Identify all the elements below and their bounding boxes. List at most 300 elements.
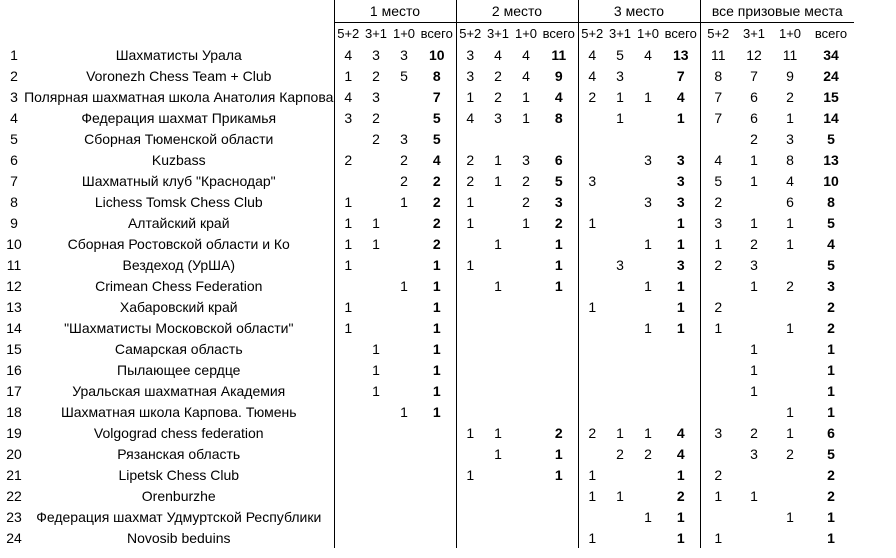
- value-cell: 3: [616, 256, 624, 273]
- sub-header-total: всего: [420, 26, 453, 41]
- value-cell: 1: [786, 109, 794, 126]
- total-cell: 3: [827, 277, 835, 294]
- value-cell: [456, 296, 484, 317]
- value-cell: [606, 359, 634, 380]
- team-name-cell: Пылающее сердце: [117, 361, 241, 378]
- total-cell: [662, 338, 700, 359]
- value-cell: [634, 485, 662, 506]
- value-cell: [512, 506, 540, 527]
- value-cell: 1: [372, 382, 380, 399]
- value-cell: 2: [700, 464, 736, 485]
- value-cell: 1: [494, 172, 502, 189]
- value-cell: [736, 317, 772, 338]
- value-cell: 1: [750, 361, 758, 378]
- sub-header-5-2: 5+2: [700, 23, 736, 45]
- value-cell: 4: [456, 107, 484, 128]
- total-cell: 7: [676, 67, 685, 84]
- rank-cell: 3: [10, 88, 18, 105]
- value-cell: [578, 107, 606, 128]
- value-cell: 1: [334, 191, 362, 212]
- value-cell: [606, 317, 634, 338]
- sub-header-total: всего: [814, 26, 848, 41]
- value-cell: 4: [578, 65, 606, 86]
- value-cell: [362, 296, 390, 317]
- value-cell: 7: [750, 67, 758, 84]
- value-cell: 1: [522, 214, 530, 231]
- value-cell: 2: [616, 445, 624, 462]
- value-cell: [456, 317, 484, 338]
- sub-header-1-0: 1+0: [392, 26, 416, 41]
- total-cell: [418, 422, 456, 443]
- value-cell: [606, 296, 634, 317]
- table-row: [0, 128, 854, 149]
- value-cell: 2: [750, 130, 758, 147]
- team-name-cell: Самарская область: [114, 340, 243, 357]
- value-cell: [334, 338, 362, 359]
- total-cell: 15: [823, 88, 839, 105]
- value-cell: 4: [786, 172, 794, 189]
- total-cell: [662, 359, 700, 380]
- value-cell: 3: [456, 44, 484, 65]
- value-cell: 1: [372, 340, 380, 357]
- group-header-place-3: 3 место: [578, 0, 700, 23]
- value-cell: [362, 149, 390, 170]
- value-cell: [512, 359, 540, 380]
- value-cell: [484, 464, 512, 485]
- value-cell: [578, 506, 606, 527]
- value-cell: [512, 401, 540, 422]
- total-cell: [418, 527, 456, 548]
- value-cell: 4: [578, 44, 606, 65]
- rank-cell: 16: [6, 361, 22, 378]
- total-cell: 5: [827, 445, 835, 462]
- table-row: [0, 338, 854, 359]
- value-cell: [484, 485, 512, 506]
- value-cell: [334, 506, 362, 527]
- total-cell: 2: [827, 319, 835, 336]
- value-cell: [736, 464, 772, 485]
- total-cell: 10: [823, 172, 839, 189]
- value-cell: [334, 359, 362, 380]
- value-cell: [512, 128, 540, 149]
- value-cell: [362, 275, 390, 296]
- value-cell: 1: [644, 508, 652, 525]
- value-cell: [578, 359, 606, 380]
- value-cell: 1: [786, 235, 794, 252]
- value-cell: 2: [700, 296, 736, 317]
- value-cell: 3: [334, 107, 362, 128]
- value-cell: 1: [644, 88, 652, 105]
- value-cell: [484, 401, 512, 422]
- value-cell: [334, 464, 362, 485]
- value-cell: [700, 443, 736, 464]
- value-cell: [390, 338, 418, 359]
- value-cell: 1: [372, 214, 380, 231]
- value-cell: 1: [578, 527, 606, 548]
- value-cell: [362, 401, 390, 422]
- value-cell: [390, 233, 418, 254]
- sub-header-total: всего: [664, 26, 697, 41]
- total-cell: 8: [827, 193, 835, 210]
- value-cell: 6: [786, 193, 794, 210]
- total-cell: 1: [432, 256, 441, 273]
- sub-header-3-1: 3+1: [486, 26, 510, 41]
- value-cell: [390, 443, 418, 464]
- value-cell: 6: [750, 88, 758, 105]
- value-cell: 1: [700, 527, 736, 548]
- total-cell: 24: [823, 67, 839, 84]
- value-cell: 2: [494, 88, 502, 105]
- value-cell: 2: [700, 191, 736, 212]
- value-cell: [634, 128, 662, 149]
- value-cell: [578, 254, 606, 275]
- value-cell: 1: [750, 382, 758, 399]
- value-cell: 1: [522, 109, 530, 126]
- total-cell: [540, 401, 578, 422]
- value-cell: [334, 275, 362, 296]
- value-cell: [456, 527, 484, 548]
- value-cell: 1: [786, 319, 794, 336]
- total-cell: 1: [827, 361, 835, 378]
- value-cell: 1: [400, 277, 408, 294]
- value-cell: [512, 443, 540, 464]
- value-cell: 1: [522, 88, 530, 105]
- value-cell: 3: [522, 151, 530, 168]
- total-cell: 1: [827, 508, 835, 525]
- table-row: [0, 149, 854, 170]
- team-name-cell: Crimean Chess Federation: [95, 277, 263, 294]
- value-cell: [578, 401, 606, 422]
- value-cell: 1: [750, 340, 758, 357]
- rank-cell: 9: [10, 214, 18, 231]
- value-cell: 2: [644, 445, 652, 462]
- team-name-cell: Novosib beduins: [126, 529, 231, 546]
- value-cell: [390, 527, 418, 548]
- rank-cell: 23: [6, 508, 22, 525]
- value-cell: [578, 149, 606, 170]
- value-cell: 2: [400, 172, 408, 189]
- value-cell: 1: [616, 88, 624, 105]
- value-cell: [512, 485, 540, 506]
- total-cell: 6: [827, 424, 835, 441]
- group-header-all-places: все призовые места: [700, 0, 854, 23]
- total-cell: 5: [827, 256, 835, 273]
- total-cell: 2: [432, 235, 441, 252]
- value-cell: 4: [494, 46, 502, 63]
- total-cell: 1: [676, 508, 685, 525]
- value-cell: 1: [578, 464, 606, 485]
- value-cell: [362, 422, 390, 443]
- value-cell: 2: [372, 130, 380, 147]
- group-header-row: [0, 0, 854, 23]
- value-cell: 5: [700, 170, 736, 191]
- team-name-cell: Федерация шахмат Удмуртской Республики: [36, 508, 322, 525]
- value-cell: 1: [334, 212, 362, 233]
- team-name-cell: Lichess Tomsk Chess Club: [94, 193, 263, 210]
- value-cell: [634, 212, 662, 233]
- value-cell: [700, 128, 736, 149]
- total-cell: 1: [554, 445, 563, 462]
- value-cell: 1: [456, 191, 484, 212]
- value-cell: 2: [578, 422, 606, 443]
- total-cell: 1: [432, 403, 441, 420]
- total-cell: 4: [676, 424, 685, 441]
- value-cell: 3: [578, 170, 606, 191]
- value-cell: [736, 527, 772, 548]
- total-cell: 7: [432, 88, 441, 105]
- value-cell: [606, 149, 634, 170]
- value-cell: 4: [334, 44, 362, 65]
- total-cell: 1: [432, 277, 441, 294]
- value-cell: 2: [494, 67, 502, 84]
- value-cell: [634, 296, 662, 317]
- total-cell: [540, 338, 578, 359]
- value-cell: 4: [522, 67, 530, 84]
- value-cell: [772, 464, 808, 485]
- value-cell: 1: [334, 296, 362, 317]
- total-cell: 1: [676, 319, 685, 336]
- total-cell: 13: [823, 151, 839, 168]
- value-cell: [606, 464, 634, 485]
- value-cell: 1: [616, 487, 624, 504]
- table-row: [0, 65, 854, 86]
- value-cell: [606, 401, 634, 422]
- value-cell: 1: [334, 233, 362, 254]
- value-cell: [390, 212, 418, 233]
- value-cell: [772, 296, 808, 317]
- value-cell: 1: [700, 317, 736, 338]
- team-name-cell: Федерация шахмат Прикамья: [81, 109, 277, 126]
- value-cell: 7: [700, 86, 736, 107]
- total-cell: 13: [672, 46, 689, 63]
- value-cell: 5: [400, 67, 408, 84]
- total-cell: 3: [676, 172, 685, 189]
- value-cell: 1: [616, 424, 624, 441]
- sub-header-total: всего: [542, 26, 575, 41]
- total-cell: 1: [827, 529, 835, 546]
- total-cell: 1: [554, 277, 563, 294]
- value-cell: 1: [456, 422, 484, 443]
- value-cell: 3: [372, 46, 380, 63]
- table-row: [0, 380, 854, 401]
- value-cell: 1: [456, 254, 484, 275]
- value-cell: 2: [786, 445, 794, 462]
- value-cell: [362, 170, 390, 191]
- value-cell: [772, 380, 808, 401]
- total-cell: 5: [827, 214, 835, 231]
- value-cell: [512, 296, 540, 317]
- value-cell: 8: [786, 151, 794, 168]
- value-cell: [606, 506, 634, 527]
- value-cell: [606, 191, 634, 212]
- total-cell: [662, 401, 700, 422]
- value-cell: [484, 212, 512, 233]
- value-cell: 5: [616, 46, 624, 63]
- total-cell: 8: [432, 67, 441, 84]
- table-row: [0, 422, 854, 443]
- total-cell: 4: [827, 235, 835, 252]
- value-cell: [456, 128, 484, 149]
- total-cell: 1: [676, 466, 685, 483]
- team-name-cell: Шахматисты Урала: [115, 46, 242, 63]
- total-cell: 1: [554, 256, 563, 273]
- rank-cell: 21: [6, 466, 22, 483]
- value-cell: [700, 380, 736, 401]
- total-cell: 5: [432, 130, 441, 147]
- value-cell: [578, 275, 606, 296]
- team-name-cell: Шахматная школа Карпова. Тюмень: [60, 403, 297, 420]
- value-cell: [606, 275, 634, 296]
- table-row: [0, 170, 854, 191]
- rank-cell: 12: [6, 277, 22, 294]
- total-cell: 1: [432, 361, 441, 378]
- value-cell: [390, 254, 418, 275]
- total-cell: 1: [432, 319, 441, 336]
- value-cell: 1: [644, 235, 652, 252]
- team-name-cell: Хабаровский край: [119, 298, 238, 315]
- value-cell: [390, 485, 418, 506]
- total-cell: 5: [432, 109, 441, 126]
- value-cell: [334, 443, 362, 464]
- value-cell: 9: [786, 67, 794, 84]
- value-cell: [512, 275, 540, 296]
- total-cell: 2: [827, 487, 835, 504]
- team-name-cell: Сборная Ростовской области и Ко: [67, 235, 290, 252]
- rank-cell: 24: [6, 529, 22, 546]
- total-cell: 4: [432, 151, 441, 168]
- team-name-cell: Voronezh Chess Team + Club: [86, 67, 272, 84]
- total-cell: 1: [827, 382, 835, 399]
- value-cell: 2: [522, 172, 530, 189]
- value-cell: [772, 359, 808, 380]
- sub-header-3-1: 3+1: [364, 26, 388, 41]
- value-cell: [606, 170, 634, 191]
- value-cell: [512, 254, 540, 275]
- value-cell: [578, 191, 606, 212]
- total-cell: [540, 380, 578, 401]
- value-cell: [634, 401, 662, 422]
- value-cell: 1: [644, 277, 652, 294]
- value-cell: 4: [334, 86, 362, 107]
- value-cell: [578, 128, 606, 149]
- table-row: [0, 107, 854, 128]
- total-cell: 2: [432, 193, 441, 210]
- value-cell: 2: [334, 149, 362, 170]
- total-cell: 1: [827, 340, 835, 357]
- rank-cell: 8: [10, 193, 18, 210]
- value-cell: [634, 107, 662, 128]
- value-cell: [578, 317, 606, 338]
- value-cell: 1: [644, 424, 652, 441]
- total-cell: 1: [432, 382, 441, 399]
- value-cell: [390, 422, 418, 443]
- total-cell: 4: [676, 88, 685, 105]
- value-cell: [334, 485, 362, 506]
- total-cell: 10: [428, 46, 445, 63]
- value-cell: 1: [786, 214, 794, 231]
- value-cell: 4: [644, 46, 652, 63]
- sub-header-1-0: 1+0: [636, 26, 660, 41]
- total-cell: 1: [676, 109, 685, 126]
- value-cell: 2: [700, 254, 736, 275]
- sub-header-5-2: 5+2: [334, 23, 362, 45]
- value-cell: 12: [746, 46, 762, 63]
- value-cell: 1: [494, 235, 502, 252]
- value-cell: 3: [616, 67, 624, 84]
- total-cell: 2: [554, 214, 563, 231]
- value-cell: 11: [700, 44, 736, 65]
- total-cell: [540, 359, 578, 380]
- table-row: [0, 317, 854, 338]
- value-cell: [512, 464, 540, 485]
- value-cell: 1: [372, 361, 380, 378]
- value-cell: [772, 338, 808, 359]
- rank-cell: 13: [6, 298, 22, 315]
- value-cell: 1: [494, 277, 502, 294]
- total-cell: [540, 317, 578, 338]
- rank-cell: 15: [6, 340, 22, 357]
- value-cell: 1: [578, 212, 606, 233]
- rank-cell: 17: [6, 382, 22, 399]
- value-cell: 7: [700, 107, 736, 128]
- total-cell: 2: [827, 298, 835, 315]
- value-cell: [634, 254, 662, 275]
- value-cell: [362, 485, 390, 506]
- value-cell: 3: [786, 130, 794, 147]
- value-cell: [736, 401, 772, 422]
- value-cell: 3: [750, 256, 758, 273]
- value-cell: 1: [400, 403, 408, 420]
- value-cell: [512, 422, 540, 443]
- total-cell: [540, 128, 578, 149]
- value-cell: [390, 464, 418, 485]
- value-cell: 1: [334, 317, 362, 338]
- total-cell: 3: [676, 193, 685, 210]
- value-cell: [578, 233, 606, 254]
- sub-header-5-2: 5+2: [456, 23, 484, 45]
- value-cell: 11: [782, 46, 798, 63]
- value-cell: 3: [494, 109, 502, 126]
- rank-cell: 20: [6, 445, 22, 462]
- value-cell: [484, 296, 512, 317]
- table-row: [0, 485, 854, 506]
- table-row: [0, 233, 854, 254]
- value-cell: [634, 338, 662, 359]
- value-cell: 2: [522, 193, 530, 210]
- total-cell: 14: [823, 109, 839, 126]
- total-cell: [662, 380, 700, 401]
- total-cell: 1: [827, 403, 835, 420]
- value-cell: [634, 527, 662, 548]
- value-cell: [362, 464, 390, 485]
- rank-cell: 10: [6, 235, 22, 252]
- sub-header-1-0: 1+0: [778, 26, 802, 41]
- total-cell: 2: [432, 214, 441, 231]
- rank-cell: 6: [10, 151, 18, 168]
- table-row: [0, 275, 854, 296]
- total-cell: 1: [676, 277, 685, 294]
- value-cell: [512, 380, 540, 401]
- table-row: [0, 527, 854, 548]
- sub-header-1-0: 1+0: [514, 26, 538, 41]
- value-cell: [456, 380, 484, 401]
- value-cell: 2: [372, 67, 380, 84]
- value-cell: 2: [750, 235, 758, 252]
- value-cell: [578, 380, 606, 401]
- value-cell: [362, 527, 390, 548]
- value-cell: [606, 380, 634, 401]
- total-cell: [540, 296, 578, 317]
